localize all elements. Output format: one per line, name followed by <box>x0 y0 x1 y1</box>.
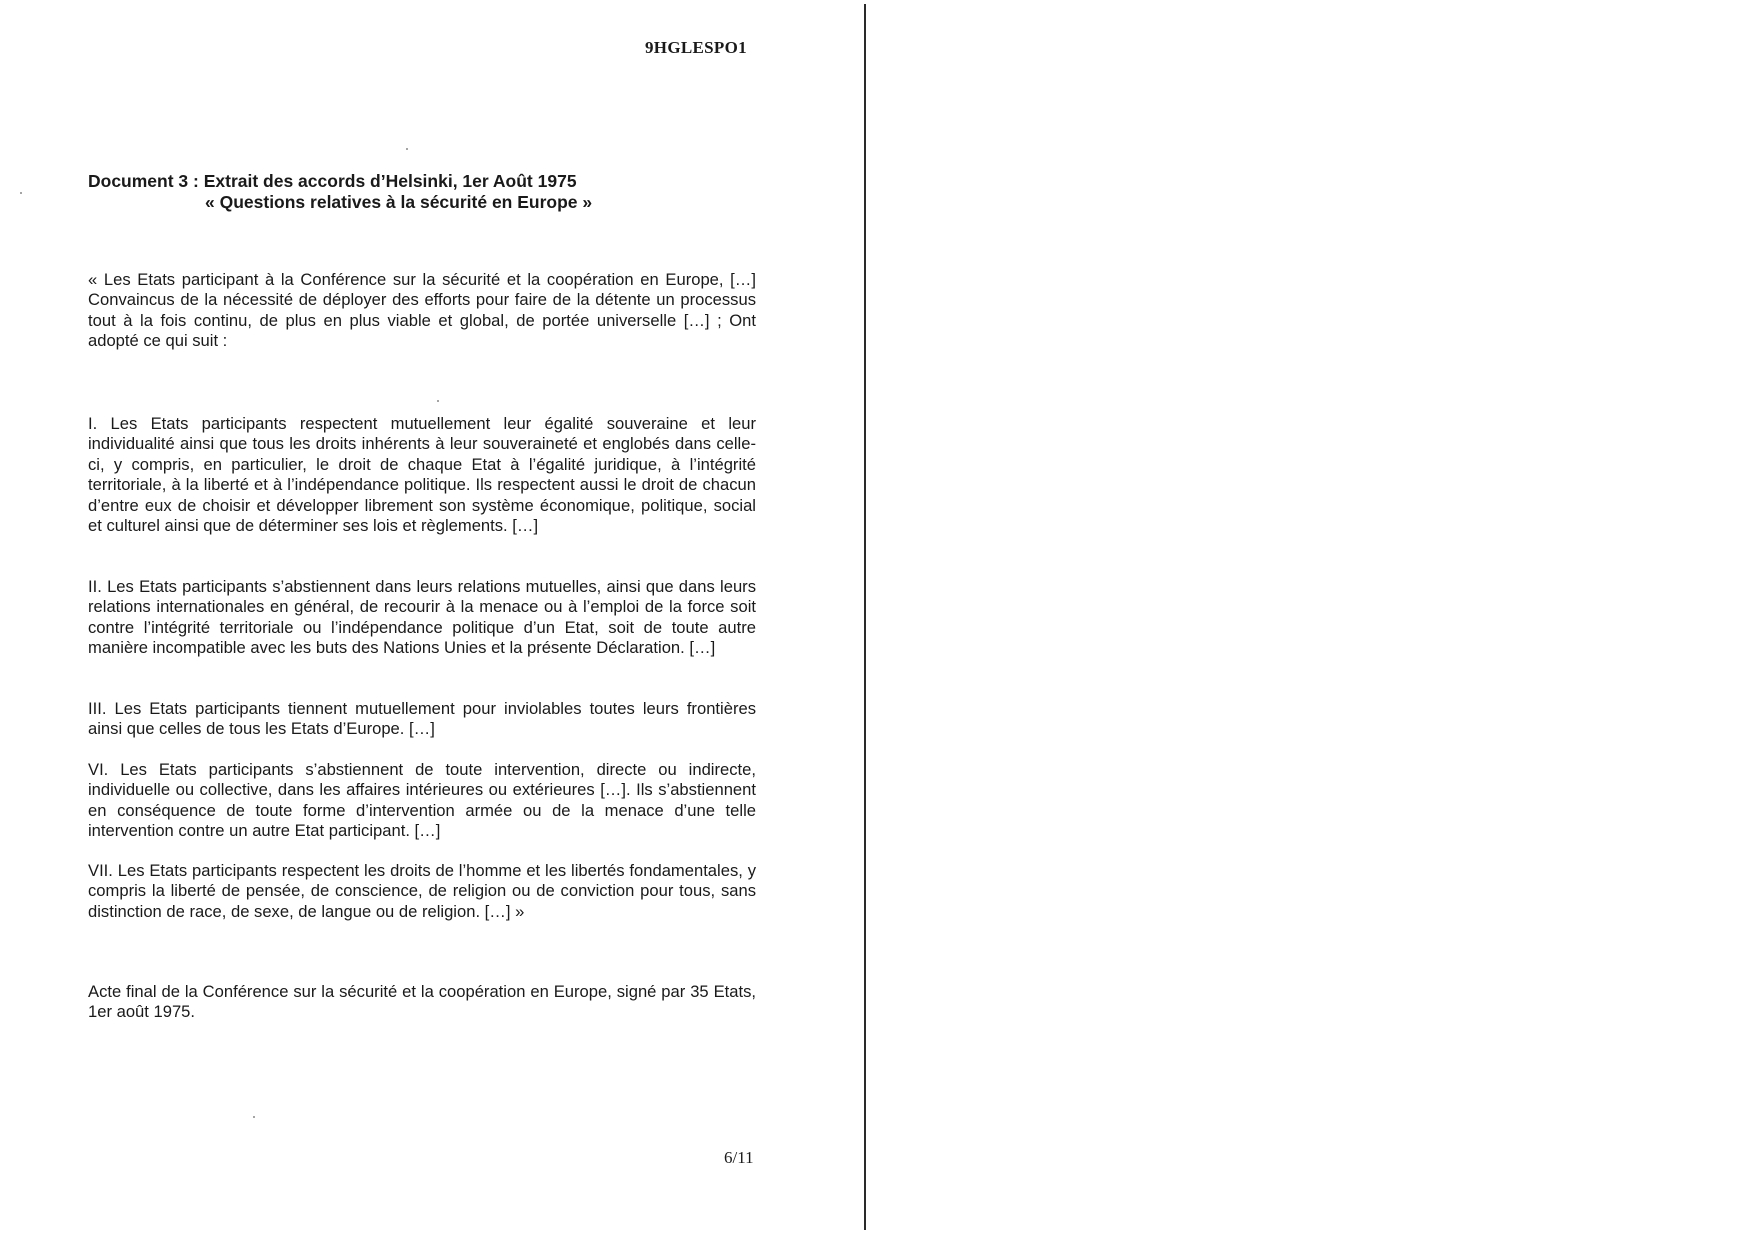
page-number: 6/11 <box>724 1148 754 1167</box>
article-iii-paragraph: III. Les Etats participants tiennent mutuellement pour inviolables toutes leurs frontières ainsi que celles de tous les Etats d’Europe. […] <box>88 699 756 739</box>
page-divider <box>864 4 866 1230</box>
article-i-paragraph: I. Les Etats participants respectent mutuellement leur égalité souveraine et leur individualité ainsi que tous les droits inhérents à leur souveraineté et englobés dans celle-ci, y compris, en particulier, le droit de chaque Etat à l’égalité juridique, à l’intégrité territoriale, à la liberté et à l’indépendance politique. Ils respectent aussi le droit de chacun d’entre eux de choisir et développer librement son système économique, politique, social et culturel ainsi que de déterminer ses lois et règlements. […] <box>88 414 756 536</box>
article-vii-paragraph: VII. Les Etats participants respectent les droits de l’homme et les libertés fondamentales, y compris la liberté de pensée, de conscience, de religion ou de conviction pour tous, sans distinction de race, de sexe, de langue ou de religion. […] » <box>88 861 756 921</box>
scan-speck <box>406 148 408 150</box>
document-title: Document 3 : Extrait des accords d’Helsinki, 1er Août 1975 <box>88 171 577 191</box>
article-ii-paragraph: II. Les Etats participants s’abstiennent dans leurs relations mutuelles, ainsi que dans leurs relations internationales en général, de recourir à la menace ou à l’emploi de la force soit contre l’intégrité territoriale ou l’indépendance politique d’un Etat, soit de toute autre manière incompatible avec les buts des Nations Unies et la présente Déclaration. […] <box>88 577 756 658</box>
exam-code: 9HGLESPO1 <box>645 38 747 57</box>
source-citation: Acte final de la Conférence sur la sécurité et la coopération en Europe, signé par 35 Etats, 1er août 1975. <box>88 982 756 1022</box>
document-subtitle: « Questions relatives à la sécurité en Europe » <box>205 192 593 212</box>
scan-speck <box>20 192 22 194</box>
scan-speck <box>437 400 439 402</box>
scan-speck <box>253 1116 255 1118</box>
intro-paragraph: « Les Etats participant à la Conférence sur la sécurité et la coopération en Europe, […] Convaincus de la nécessité de déployer des efforts pour faire de la détente un processus tout à la fois continu, de plus en plus viable et global, de portée universelle […] ; Ont adopté ce qui suit : <box>88 270 756 351</box>
article-vi-paragraph: VI. Les Etats participants s’abstiennent de toute intervention, directe ou indirecte, individuelle ou collective, dans les affaires intérieures ou extérieures […]. Ils s’abstiennent en conséquence de toute forme d’intervention armée ou de la menace d’une telle intervention contre un autre Etat participant. […] <box>88 760 756 841</box>
